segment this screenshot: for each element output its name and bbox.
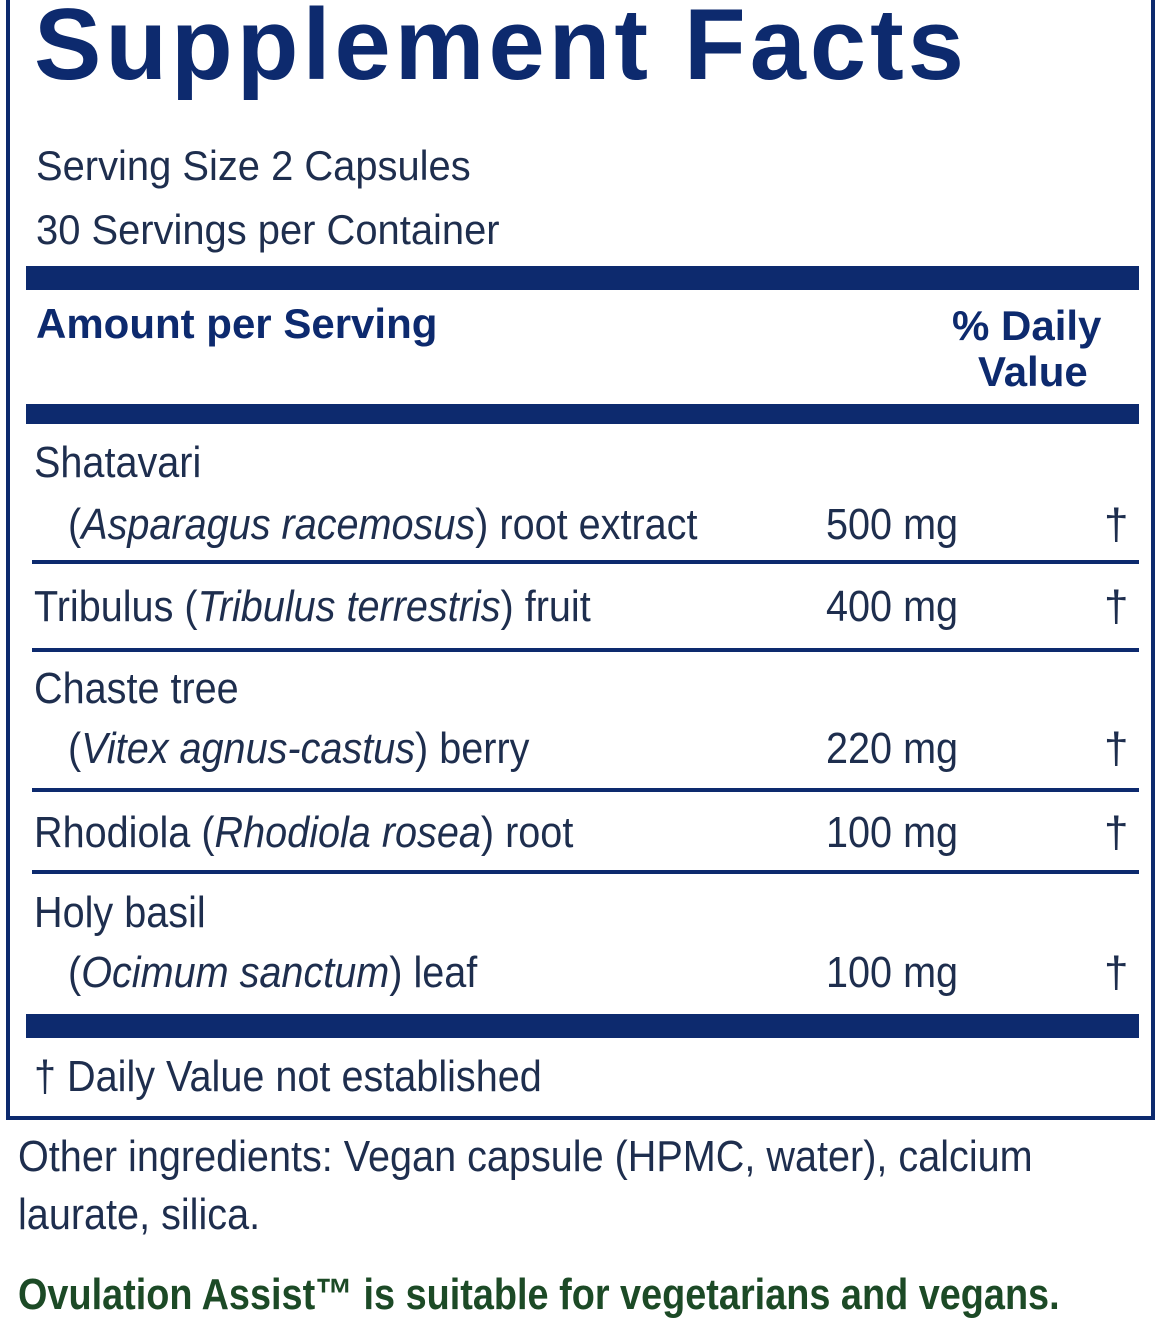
amount-per-serving-header: Amount per Serving xyxy=(36,300,438,347)
supplement-facts-panel xyxy=(6,0,1155,1120)
ingredient-latin: Ocimum sanctum xyxy=(81,948,390,997)
ingredient-name: Tribulus xyxy=(34,582,174,631)
ingredient-name: Shatavari xyxy=(34,438,202,487)
serving-size: Serving Size 2 Capsules xyxy=(36,142,471,189)
ingredient-latin: Vitex agnus-castus xyxy=(81,724,416,773)
ingredient-amount: 100 mg xyxy=(826,808,959,857)
row-divider xyxy=(32,870,1139,874)
ingredient-amount: 100 mg xyxy=(826,948,959,997)
ingredient-name: Rhodiola xyxy=(34,808,191,857)
ingredient-daily-value: † xyxy=(1104,500,1129,549)
row-divider xyxy=(32,648,1139,652)
daily-value-header-line1: % Daily xyxy=(952,302,1102,349)
thick-divider-bottom xyxy=(26,1014,1139,1038)
other-ingredients: Other ingredients: Vegan capsule (HPMC, water), calcium laurate, silica. xyxy=(18,1132,1033,1239)
ingredient-latin: Asparagus racemosus xyxy=(81,500,476,549)
ingredient-name-line: Rhodiola (Rhodiola rosea) root xyxy=(34,808,574,857)
ingredient-latin: Rhodiola rosea xyxy=(214,808,481,857)
ingredient-daily-value: † xyxy=(1104,724,1129,773)
ingredient-name: Chaste tree xyxy=(34,664,239,713)
ingredient-daily-value: † xyxy=(1104,948,1129,997)
ingredient-part: leaf xyxy=(413,948,478,997)
ingredient-daily-value: † xyxy=(1104,808,1129,857)
servings-per-container: 30 Servings per Container xyxy=(36,206,500,253)
ingredient-part: root extract xyxy=(499,500,698,549)
panel-title: Supplement Facts xyxy=(34,0,968,101)
daily-value-header-line2: Value xyxy=(978,348,1088,395)
ingredient-name-line: Tribulus (Tribulus terrestris) fruit xyxy=(34,582,591,631)
ingredient-part: berry xyxy=(439,724,530,773)
vegan-note: Ovulation Assist™ is suitable for vegetarians and vegans. xyxy=(18,1270,1060,1319)
ingredient-part: root xyxy=(505,808,574,857)
ingredient-amount: 220 mg xyxy=(826,724,959,773)
ingredient-amount: 400 mg xyxy=(826,582,959,631)
ingredient-daily-value: † xyxy=(1104,582,1129,631)
ingredient-name: Holy basil xyxy=(34,888,206,937)
ingredient-detail: (Ocimum sanctum) leaf xyxy=(68,948,478,997)
row-divider xyxy=(32,560,1139,564)
thick-divider xyxy=(26,266,1139,290)
daily-value-footnote: † Daily Value not established xyxy=(34,1052,542,1101)
ingredient-detail: (Vitex agnus-castus) berry xyxy=(68,724,530,773)
row-divider xyxy=(32,788,1139,792)
ingredient-latin: Tribulus terrestris xyxy=(197,582,501,631)
ingredient-amount: 500 mg xyxy=(826,500,959,549)
ingredient-detail: (Asparagus racemosus) root extract xyxy=(68,500,698,549)
medium-divider xyxy=(26,404,1139,424)
ingredient-part: fruit xyxy=(524,582,591,631)
